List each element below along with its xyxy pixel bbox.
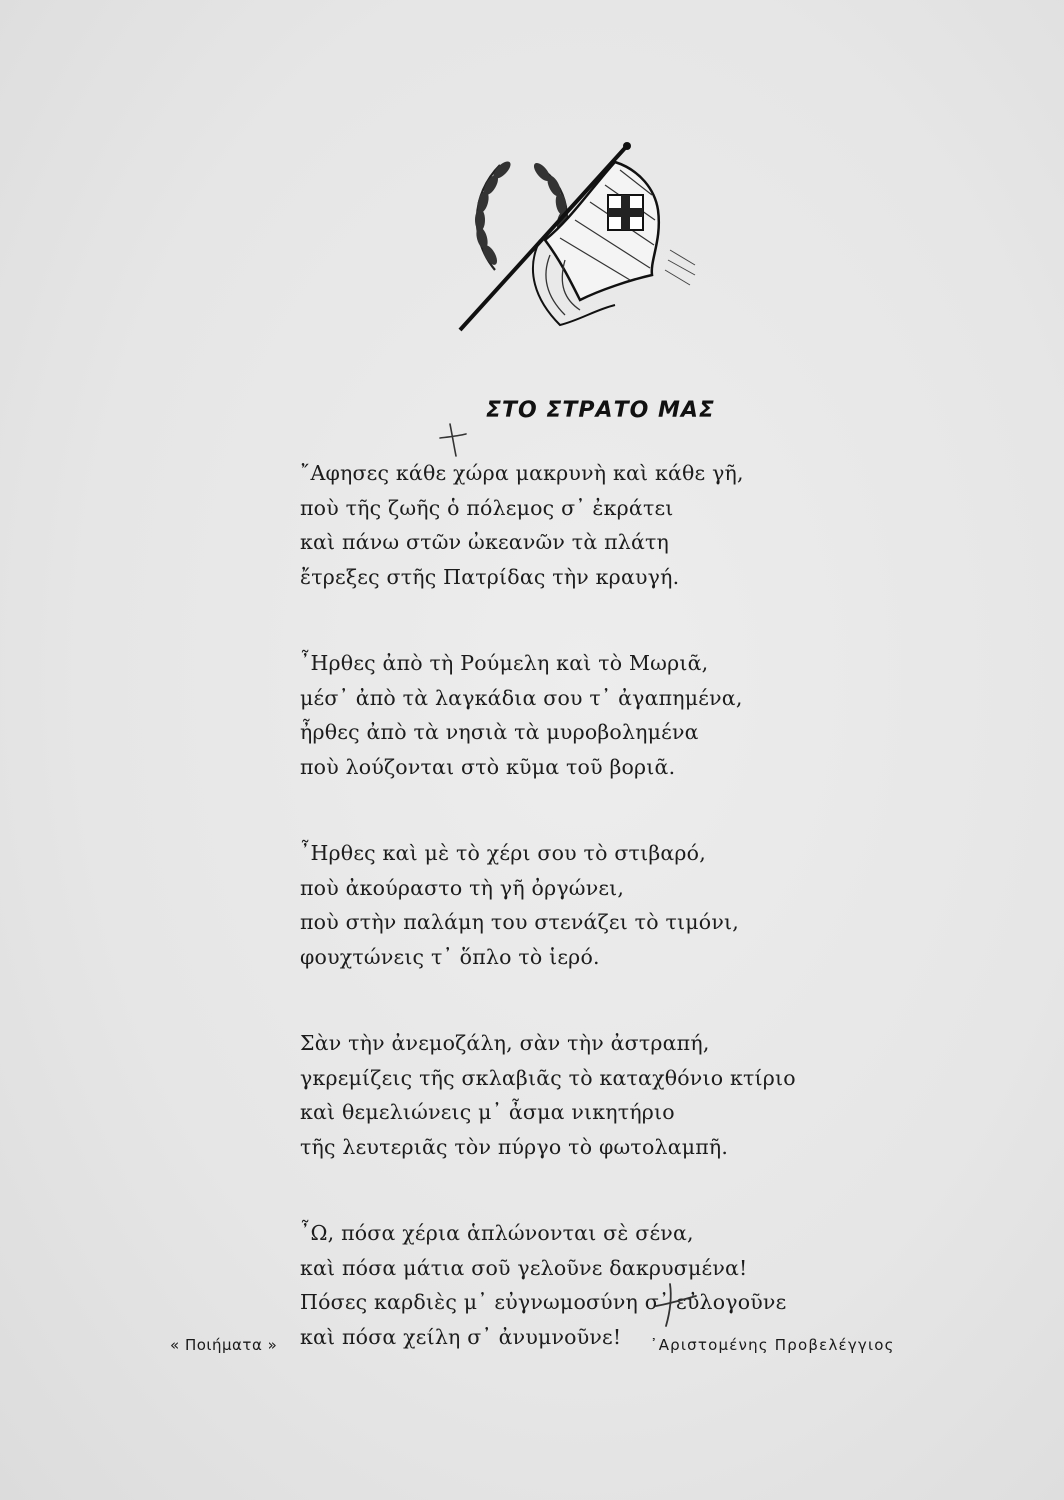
poem-line: ποὺ λούζονται στὸ κῦμα τοῦ βοριᾶ.	[300, 754, 676, 779]
poem-line: Σὰν τὴν ἀνεμοζάλη, σὰν τὴν ἀστραπή,	[300, 1031, 710, 1055]
poem-body	[300, 456, 860, 1406]
stanza	[300, 1026, 860, 1164]
poem-line: καὶ θεμελιώνεις μ᾽ ἆσμα νικητήριο	[300, 1100, 675, 1124]
poem-title: ΣΤΟ ΣΤΡΑΤΟ ΜΑΣ	[486, 398, 715, 423]
poem-line: ῏Ω, πόσα χέρια ἁπλώνονται σὲ σένα,	[300, 1221, 694, 1245]
poem-line: ἦρθες ἀπὸ τὰ νησιὰ τὰ μυροβολημένα	[300, 720, 699, 744]
poem-line: μέσ᾽ ἀπὸ τὰ λαγκάδια σου τ᾽ ἀγαπημένα,	[300, 685, 743, 710]
poem-line: ῏Ηρθες καὶ μὲ τὸ χέρι σου τὸ στιβαρό,	[300, 841, 706, 865]
poem-line: ῎Αφησες κάθε χώρα μακρυνὴ καὶ κάθε γῆ,	[300, 461, 744, 485]
stanza	[300, 1216, 860, 1354]
stanza	[300, 836, 860, 974]
poem-line: ποὺ ἀκούραστο τὴ γῆ ὀργώνει,	[300, 875, 625, 900]
flag-and-laurel-emblem-icon	[440, 140, 700, 340]
poem-line: καὶ πάνω στῶν ὠκεανῶν τὰ πλάτη	[300, 530, 670, 554]
poem-line: Πόσες καρδιὲς μ᾽ εὐγνωμοσύνη σ᾽ εὐλογοῦνε	[300, 1290, 787, 1314]
poem-line: τῆς λευτεριᾶς τὸν πύργο τὸ φωτολαμπῆ.	[300, 1134, 729, 1159]
poem-line: γκρεμίζεις τῆς σκλαβιᾶς τὸ καταχθόνιο κτίριο	[300, 1065, 796, 1090]
handwritten-cross-mark-icon	[432, 420, 472, 460]
poem-line: ποὺ στὴν παλάμη του στενάζει τὸ τιμόνι,	[300, 910, 739, 934]
poem-line: ἔτρεξες στῆς Πατρίδας τὴν κραυγή.	[300, 564, 680, 589]
handwritten-cross-mark-icon	[650, 1280, 700, 1330]
poem-line: καὶ πόσα χείλη σ᾽ ἀνυμνοῦνε!	[300, 1324, 622, 1349]
stanza	[300, 456, 860, 594]
poem-line: ῏Ηρθες ἀπὸ τὴ Ρούμελη καὶ τὸ Μωριᾶ,	[300, 651, 709, 675]
poem-line: ποὺ τῆς ζωῆς ὁ πόλεμος σ᾽ ἐκράτει	[300, 495, 674, 520]
poem-line: καὶ πόσα μάτια σοῦ γελοῦνε δακρυσμένα!	[300, 1255, 748, 1280]
source-book-title: « Ποιήματα »	[170, 1336, 278, 1354]
author-name: ᾿Αριστομένης Προβελέγγιος	[650, 1336, 895, 1354]
stanza	[300, 646, 860, 784]
poem-line: φουχτώνεις τ᾽ ὅπλο τὸ ἱερό.	[300, 944, 600, 969]
